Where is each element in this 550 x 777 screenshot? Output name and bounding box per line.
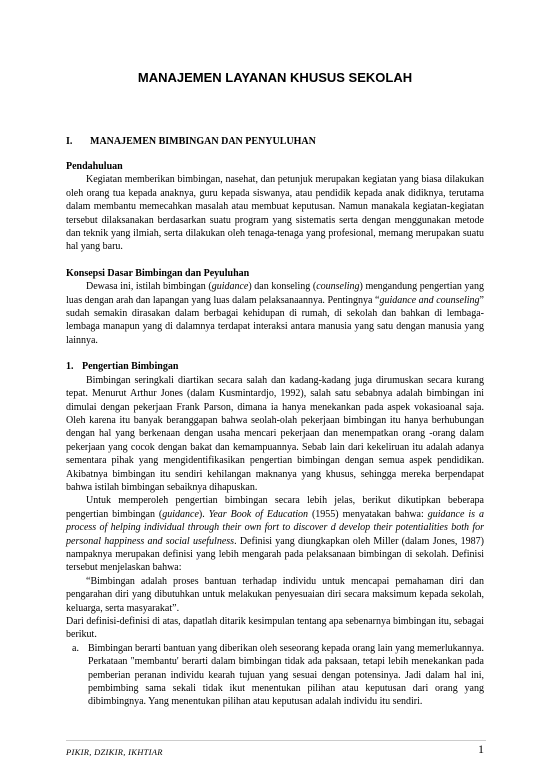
konsepsi-text: ” sudah semakin dirasakan dalam berbagai kehidupan di rumah, di sekolah dan bahkan di lembaga-lembaga manapun yang di dalamnya terdapat interaksi antara manusia yang satu dengan manusia yang lainnya.: [66, 294, 484, 346]
konsepsi-text: Dewasa ini, istilah bimbingan (: [86, 281, 212, 293]
pengertian-number: 1.: [66, 361, 74, 373]
list-item-text: Bimbingan berarti bantuan yang diberikan oleh seseorang kepada orang lain yang memerlukannya. Perkataan "membantu' berarti dalam bimbingan tidak ada paksaan, tetapi lebih menekankan pada pemberian peranan individu kearah tujuan yang sesuai dengan potensinya. Jadi dalam hal ini, pembimbing sama sekali tidak ikut menentukan pilihan atau keputusan dari orang yang dibimbingnya. Yang menentukan pilihan atau keputusan adalah individu itu sendiri.: [88, 642, 484, 708]
definition-quote: “Bimbingan adalah proses bantuan terhadap individu untuk mencapai pemahaman diri dan pengarahan diri yang dibutuhkan untuk melakukan penyesuaian diri secara maksimum kepada sekolah, keluarga, serta masyarakat”.: [66, 575, 484, 614]
paragraph-text: . Definisi yang diungkapkan oleh Miller (dalam Jones, 1987) nampaknya merupakan definisi yang lebih mengarah pada pelaksanaan bimbingan di sekolah. Definisi tersebut menjelaskan bahwa:: [66, 535, 485, 574]
konsepsi-paragraph: [66, 280, 484, 347]
section-number: I.: [66, 136, 73, 147]
list-item: [66, 642, 484, 709]
page-number: 1: [478, 742, 484, 756]
pendahuluan-heading: Pendahuluan: [66, 161, 123, 172]
pengertian-title: Pengertian Bimbingan: [82, 361, 179, 373]
italic-term: guidance: [162, 508, 199, 520]
footer-motto: PIKIR, DZIKIR, IKHTIAR: [66, 747, 163, 757]
paragraph-text: ).: [198, 508, 209, 520]
paragraph-text: (1955) menyatakan bahwa:: [308, 508, 428, 520]
paragraph-text: Untuk memperoleh pengertian bimbingan secara lebih jelas, berikut dikutipkan beberapa pengertian bimbingan (: [66, 495, 484, 520]
konsepsi-term: counseling: [316, 281, 360, 293]
list-marker: a.: [72, 642, 79, 654]
section-title: MANAJEMEN BIMBINGAN DAN PENYULUHAN: [90, 136, 316, 147]
document-title: MANAJEMEN LAYANAN KHUSUS SEKOLAH: [137, 70, 413, 85]
konsepsi-term: guidance and counseling: [379, 294, 480, 306]
pengertian-paragraph-1: Bimbingan seringkali diartikan secara salah dan kadang-kadang juga dirumuskan secara kurang tepat. Menurut Arthur Jones (dalam Kusmintardjo, 1992), salah satu sebabnya adalah bimbingan ini dimulai dengan pekerjaan Frank Parson, dimana ia hanya menekankan pada aspek vokasioanal saja. Oleh karena itu banyak beranggapan bahwa seolah-olah pekerjaan bimbingan itu hanya berhubungan dengan hal yang berkenaan dengan usaha mencari pekerjaan dan menempatkan orang -orang dalam pekerjaan yang cocok dengan bakat dan kemampuannya. Sebab lain dari kekeliruan itu adalah adanya sementara pihak yang mengidentifikasikan pengertian bimbingan dengan semua aspek pendidikan. Akibatnya bimbingan itu sendiri kehilangan maknanya yang khusus, sehingga mereka berpendapat bahwa istilah bimbingan sebaiknya dihapuskan.: [66, 374, 484, 493]
konsepsi-text: ) dan konseling (: [248, 281, 317, 293]
konsepsi-term: guidance: [211, 281, 249, 293]
footer-rule: [66, 740, 486, 741]
konsepsi-text: ) mengandung pengertian yang luas dengan arah dan lapangan yang luas dalam pelaksanaannya. Pentingnya “: [66, 281, 484, 306]
pengertian-heading: [66, 360, 484, 373]
document-body: [66, 160, 484, 709]
konsepsi-heading: Konsepsi Dasar Bimbingan dan Peyuluhan: [66, 267, 250, 279]
italic-quote: guidance is a process of helping individual through their own fort to discover d develop their potentialities both for personal happiness and social usefulness: [66, 508, 484, 547]
pendahuluan-paragraph: Kegiatan memberikan bimbingan, nasehat, dan petunjuk merupakan kegiatan yang biasa dilakukan oleh orang tua kepada anaknya, guru kepada siswanya, atau pendidik kepada anak didiknya, terutama dalam membantu memecahkan masalah atau membuat keputusan. Namun manakala kegiatan-kegiatan tersebut dilaksanakan berdasarkan suatu program yang sistematis serta dengan menggunakan metode dan teknik yang ilmiah, serta dilakukan oleh tenaga-tenaga yang profesional, memang merupakan suatu hal yang baru.: [66, 174, 484, 253]
pengertian-paragraph-2: [66, 494, 484, 574]
pengertian-paragraph-3: Dari definisi-definisi di atas, dapatlah ditarik kesimpulan tentang apa sebenarnya bimbingan itu, sebagai berikut.: [66, 616, 484, 641]
italic-term: Year Book of Education: [208, 508, 309, 520]
section-heading: [66, 136, 486, 147]
